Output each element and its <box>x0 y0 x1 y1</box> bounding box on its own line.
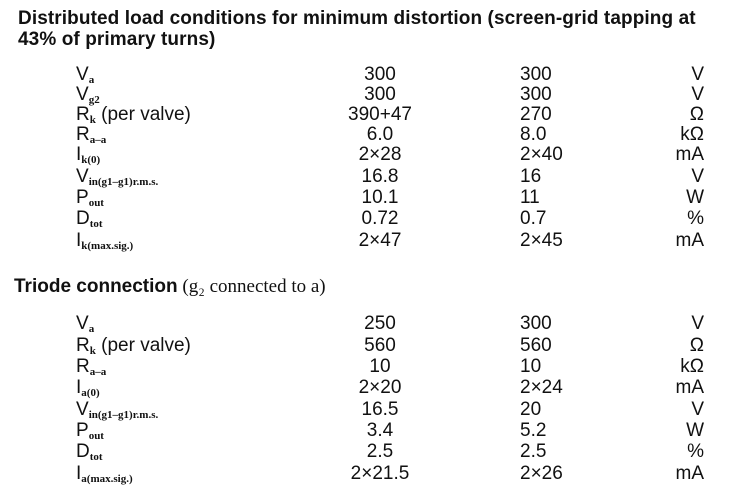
value-column-2: 16 <box>520 166 542 187</box>
symbol-letter: V <box>76 166 89 187</box>
symbol-letter: I <box>76 230 82 251</box>
parameter-symbol <box>76 230 133 257</box>
table-row <box>0 208 746 229</box>
symbol-suffix: (per valve) <box>95 104 191 125</box>
unit: kΩ <box>680 124 704 145</box>
value-column-2: 2×40 <box>520 144 563 165</box>
symbol-subscript: in(g1–g1)r.m.s. <box>88 409 159 421</box>
value-column-1: 390+47 <box>348 104 412 125</box>
symbol-letter: I <box>76 144 82 165</box>
unit: mA <box>675 230 704 251</box>
symbol-subscript: out <box>88 197 104 209</box>
value-column-1: 2×28 <box>358 144 402 165</box>
section1-heading: Distributed load conditions for minimum distortion (screen-grid tapping at 43% of primary turns) <box>18 8 696 50</box>
value-column-2: 5.2 <box>520 420 547 441</box>
unit: V <box>691 313 704 334</box>
unit: mA <box>675 377 704 398</box>
table-row <box>0 441 746 462</box>
symbol-subscript: k <box>89 345 96 357</box>
unit: Ω <box>689 104 704 125</box>
symbol-suffix: (per valve) <box>95 335 191 356</box>
value-column-1: 300 <box>364 64 396 85</box>
value-column-1: 560 <box>364 335 396 356</box>
value-column-2: 11 <box>520 187 540 208</box>
unit: V <box>691 399 704 420</box>
unit: Ω <box>689 335 704 356</box>
section2-heading-normal: (g₂ connected to a) <box>177 276 326 297</box>
value-column-1: 2×47 <box>358 230 402 251</box>
symbol-subscript: k(max.sig.) <box>81 240 134 252</box>
value-column-2: 2.5 <box>520 441 547 462</box>
symbol-letter: V <box>76 84 89 105</box>
unit: W <box>686 187 704 208</box>
table-row <box>0 399 746 420</box>
value-column-2: 2×26 <box>520 463 563 484</box>
value-column-1: 250 <box>364 313 396 334</box>
value-column-1: 300 <box>364 84 396 105</box>
table-row <box>0 313 746 334</box>
symbol-letter: V <box>76 313 89 334</box>
symbol-subscript: out <box>88 430 104 442</box>
symbol-letter: R <box>76 104 90 125</box>
symbol-subscript: tot <box>89 451 103 463</box>
table-row <box>0 104 746 125</box>
unit: W <box>686 420 704 441</box>
value-column-1: 10 <box>369 356 391 377</box>
table-row <box>0 420 746 441</box>
symbol-letter: P <box>76 420 89 441</box>
value-column-2: 300 <box>520 84 552 105</box>
value-column-2: 2×24 <box>520 377 563 398</box>
symbol-subscript: k(0) <box>81 154 101 166</box>
unit: mA <box>675 463 704 484</box>
symbol-subscript: a–a <box>89 366 107 378</box>
value-column-2: 270 <box>520 104 552 125</box>
symbol-letter: V <box>76 399 89 420</box>
symbol-letter: V <box>76 64 89 85</box>
parameter-symbol <box>76 463 133 490</box>
value-column-2: 8.0 <box>520 124 547 145</box>
symbol-subscript: tot <box>89 218 103 230</box>
value-column-2: 10 <box>520 356 542 377</box>
value-column-2: 560 <box>520 335 552 356</box>
symbol-subscript: a <box>88 74 95 86</box>
symbol-subscript: k <box>89 114 96 126</box>
table-row <box>0 230 746 251</box>
symbol-letter: R <box>76 356 90 377</box>
value-column-1: 3.4 <box>366 420 394 441</box>
symbol-letter: D <box>76 208 90 229</box>
unit: mA <box>675 144 704 165</box>
value-column-1: 10.1 <box>361 187 399 208</box>
table-row <box>0 335 746 356</box>
table-row <box>0 144 746 165</box>
symbol-letter: I <box>76 377 82 398</box>
table-row <box>0 64 746 85</box>
value-column-1: 16.8 <box>361 166 399 187</box>
symbol-subscript: g2 <box>88 94 100 106</box>
section2-heading <box>14 276 326 298</box>
unit: kΩ <box>680 356 704 377</box>
symbol-subscript: a(0) <box>81 387 100 399</box>
section2-heading-bold: Triode connection <box>14 276 178 297</box>
unit: V <box>691 64 704 85</box>
value-column-1: 16.5 <box>361 399 399 420</box>
table-row <box>0 356 746 377</box>
value-column-1: 2.5 <box>366 441 394 462</box>
symbol-subscript: a–a <box>89 134 107 146</box>
value-column-2: 300 <box>520 313 552 334</box>
value-column-1: 2×20 <box>358 377 402 398</box>
symbol-subscript: a(max.sig.) <box>81 473 133 485</box>
symbol-letter: R <box>76 335 90 356</box>
symbol-letter: D <box>76 441 90 462</box>
table-row <box>0 84 746 105</box>
unit: V <box>691 84 704 105</box>
value-column-2: 0.7 <box>520 208 547 229</box>
table-row <box>0 166 746 187</box>
symbol-subscript: a <box>88 323 95 335</box>
value-column-1: 0.72 <box>361 208 399 229</box>
unit: % <box>687 441 704 462</box>
value-column-2: 300 <box>520 64 552 85</box>
symbol-subscript: in(g1–g1)r.m.s. <box>88 176 159 188</box>
unit: % <box>687 208 704 229</box>
value-column-2: 20 <box>520 399 542 420</box>
table-row <box>0 463 746 484</box>
table-row <box>0 124 746 145</box>
symbol-letter: I <box>76 463 82 484</box>
unit: V <box>691 166 704 187</box>
symbol-letter: R <box>76 124 90 145</box>
value-column-1: 6.0 <box>366 124 394 145</box>
table-row <box>0 187 746 208</box>
value-column-1: 2×21.5 <box>350 463 410 484</box>
table-row <box>0 377 746 398</box>
symbol-letter: P <box>76 187 89 208</box>
value-column-2: 2×45 <box>520 230 563 251</box>
